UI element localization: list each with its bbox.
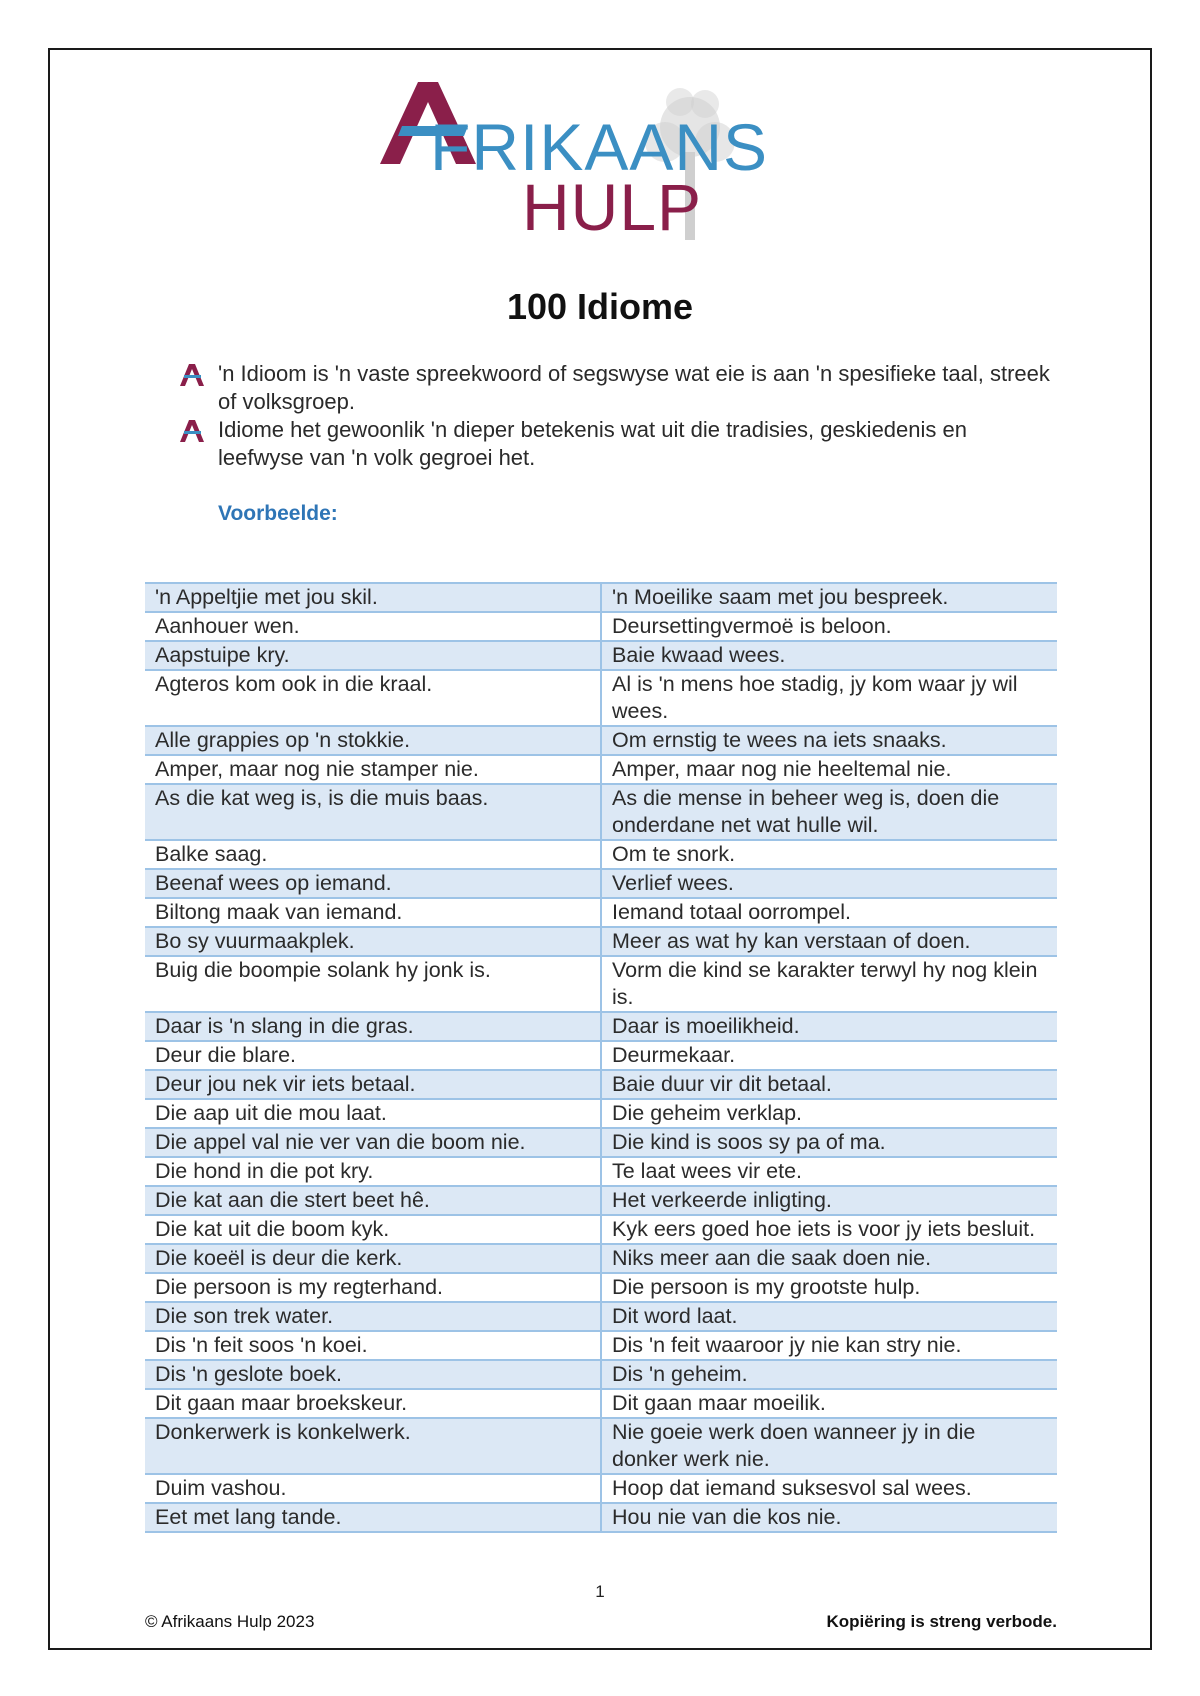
idiom-cell: Deur die blare. — [145, 1041, 601, 1070]
idioms-table — [145, 582, 1057, 1533]
table-row — [145, 1302, 1057, 1331]
idiom-cell: Die persoon is my regterhand. — [145, 1273, 601, 1302]
idiom-cell: Die son trek water. — [145, 1302, 601, 1331]
intro-bullet-text: 'n Idioom is 'n vaste spreekwoord of segswyse wat eie is aan 'n spesifieke taal, streek of volksgroep. — [218, 361, 1050, 414]
footer-notice: Kopiëring is streng verbode. — [826, 1612, 1057, 1631]
idiom-cell: Agteros kom ook in die kraal. — [145, 670, 601, 726]
page-number: 1 — [595, 1582, 605, 1601]
meaning-cell: Het verkeerde inligting. — [601, 1186, 1057, 1215]
logo-text-hulp: HULP — [522, 170, 703, 244]
footer-copyright: © Afrikaans Hulp 2023 — [145, 1612, 315, 1631]
afrikaans-hulp-logo — [380, 82, 840, 242]
meaning-cell: Niks meer aan die saak doen nie. — [601, 1244, 1057, 1273]
idiom-cell: Dis 'n feit soos 'n koei. — [145, 1331, 601, 1360]
meaning-cell: Die geheim verklap. — [601, 1099, 1057, 1128]
meaning-cell: Daar is moeilikheid. — [601, 1012, 1057, 1041]
idiom-cell: Dis 'n geslote boek. — [145, 1360, 601, 1389]
idiom-cell: Die koeël is deur die kerk. — [145, 1244, 601, 1273]
intro-bullet — [178, 360, 1058, 416]
meaning-cell: Om ernstig te wees na iets snaaks. — [601, 726, 1057, 755]
meaning-cell: 'n Moeilike saam met jou bespreek. — [601, 583, 1057, 612]
meaning-cell: Amper, maar nog nie heeltemal nie. — [601, 755, 1057, 784]
meaning-cell: Om te snork. — [601, 840, 1057, 869]
table-row — [145, 641, 1057, 670]
table-row — [145, 869, 1057, 898]
meaning-cell: Deurmekaar. — [601, 1041, 1057, 1070]
meaning-cell: Kyk eers goed hoe iets is voor jy iets besluit. — [601, 1215, 1057, 1244]
table-row — [145, 726, 1057, 755]
idiom-cell: Die aap uit die mou laat. — [145, 1099, 601, 1128]
meaning-cell: Dit word laat. — [601, 1302, 1057, 1331]
table-row — [145, 840, 1057, 869]
table-row — [145, 1273, 1057, 1302]
idiom-cell: Donkerwerk is konkelwerk. — [145, 1418, 601, 1474]
intro-section — [178, 360, 1058, 526]
table-row — [145, 1360, 1057, 1389]
idiom-cell: Alle grappies op 'n stokkie. — [145, 726, 601, 755]
table-row — [145, 1331, 1057, 1360]
meaning-cell: Die kind is soos sy pa of ma. — [601, 1128, 1057, 1157]
meaning-cell: Die persoon is my grootste hulp. — [601, 1273, 1057, 1302]
table-row — [145, 612, 1057, 641]
meaning-cell: Meer as wat hy kan verstaan of doen. — [601, 927, 1057, 956]
idiom-cell: Balke saag. — [145, 840, 601, 869]
examples-label: Voorbeelde: — [218, 502, 338, 525]
table-row — [145, 755, 1057, 784]
table-row — [145, 784, 1057, 840]
meaning-cell: Dit gaan maar moeilik. — [601, 1389, 1057, 1418]
table-row — [145, 956, 1057, 1012]
table-row — [145, 1041, 1057, 1070]
table-row — [145, 898, 1057, 927]
intro-bullet — [178, 416, 1058, 472]
idiom-cell: Die kat aan die stert beet hê. — [145, 1186, 601, 1215]
meaning-cell: Hou nie van die kos nie. — [601, 1503, 1057, 1532]
meaning-cell: Iemand totaal oorrompel. — [601, 898, 1057, 927]
idiom-cell: Beenaf wees op iemand. — [145, 869, 601, 898]
table-row — [145, 1070, 1057, 1099]
meaning-cell: Dis 'n geheim. — [601, 1360, 1057, 1389]
idiom-cell: Daar is 'n slang in die gras. — [145, 1012, 601, 1041]
idiom-cell: Die appel val nie ver van die boom nie. — [145, 1128, 601, 1157]
meaning-cell: Vorm die kind se karakter terwyl hy nog klein is. — [601, 956, 1057, 1012]
meaning-cell: Nie goeie werk doen wanneer jy in die donker werk nie. — [601, 1418, 1057, 1474]
table-row — [145, 1157, 1057, 1186]
meaning-cell: Hoop dat iemand suksesvol sal wees. — [601, 1474, 1057, 1503]
table-row — [145, 927, 1057, 956]
idiom-cell: Aanhouer wen. — [145, 612, 601, 641]
page-title: 100 Idiome — [506, 286, 694, 327]
meaning-cell: As die mense in beheer weg is, doen die onderdane net wat hulle wil. — [601, 784, 1057, 840]
logo-text-frikaans: FRIKAANS — [430, 110, 769, 184]
meaning-cell: Dis 'n feit waaroor jy nie kan stry nie. — [601, 1331, 1057, 1360]
idiom-cell: Die kat uit die boom kyk. — [145, 1215, 601, 1244]
table-row — [145, 1012, 1057, 1041]
idiom-cell: Amper, maar nog nie stamper nie. — [145, 755, 601, 784]
table-row — [145, 1128, 1057, 1157]
table-row — [145, 1244, 1057, 1273]
table-row — [145, 1389, 1057, 1418]
idiom-cell: Die hond in die pot kry. — [145, 1157, 601, 1186]
idiom-cell: Dit gaan maar broekskeur. — [145, 1389, 601, 1418]
table-row — [145, 1503, 1057, 1532]
meaning-cell: Te laat wees vir ete. — [601, 1157, 1057, 1186]
idiom-cell: Buig die boompie solank hy jonk is. — [145, 956, 601, 1012]
meaning-cell: Verlief wees. — [601, 869, 1057, 898]
table-row — [145, 1418, 1057, 1474]
idiom-cell: Eet met lang tande. — [145, 1503, 601, 1532]
idiom-cell: Biltong maak van iemand. — [145, 898, 601, 927]
idiom-cell: Aapstuipe kry. — [145, 641, 601, 670]
a-bullet-icon — [180, 420, 204, 442]
idiom-cell: As die kat weg is, is die muis baas. — [145, 784, 601, 840]
idioms-table-body — [145, 583, 1057, 1532]
table-row — [145, 670, 1057, 726]
intro-bullet-text: Idiome het gewoonlik 'n dieper betekenis wat uit die tradisies, geskiedenis en leefwyse van 'n volk gegroei het. — [218, 417, 967, 470]
idiom-cell: Duim vashou. — [145, 1474, 601, 1503]
table-row — [145, 1099, 1057, 1128]
table-row — [145, 1474, 1057, 1503]
idiom-cell: 'n Appeltjie met jou skil. — [145, 583, 601, 612]
meaning-cell: Baie duur vir dit betaal. — [601, 1070, 1057, 1099]
idiom-cell: Deur jou nek vir iets betaal. — [145, 1070, 601, 1099]
meaning-cell: Baie kwaad wees. — [601, 641, 1057, 670]
table-row — [145, 583, 1057, 612]
meaning-cell: Al is 'n mens hoe stadig, jy kom waar jy wil wees. — [601, 670, 1057, 726]
idiom-cell: Bo sy vuurmaakplek. — [145, 927, 601, 956]
meaning-cell: Deursettingvermoë is beloon. — [601, 612, 1057, 641]
table-row — [145, 1186, 1057, 1215]
a-bullet-icon — [180, 364, 204, 386]
table-row — [145, 1215, 1057, 1244]
